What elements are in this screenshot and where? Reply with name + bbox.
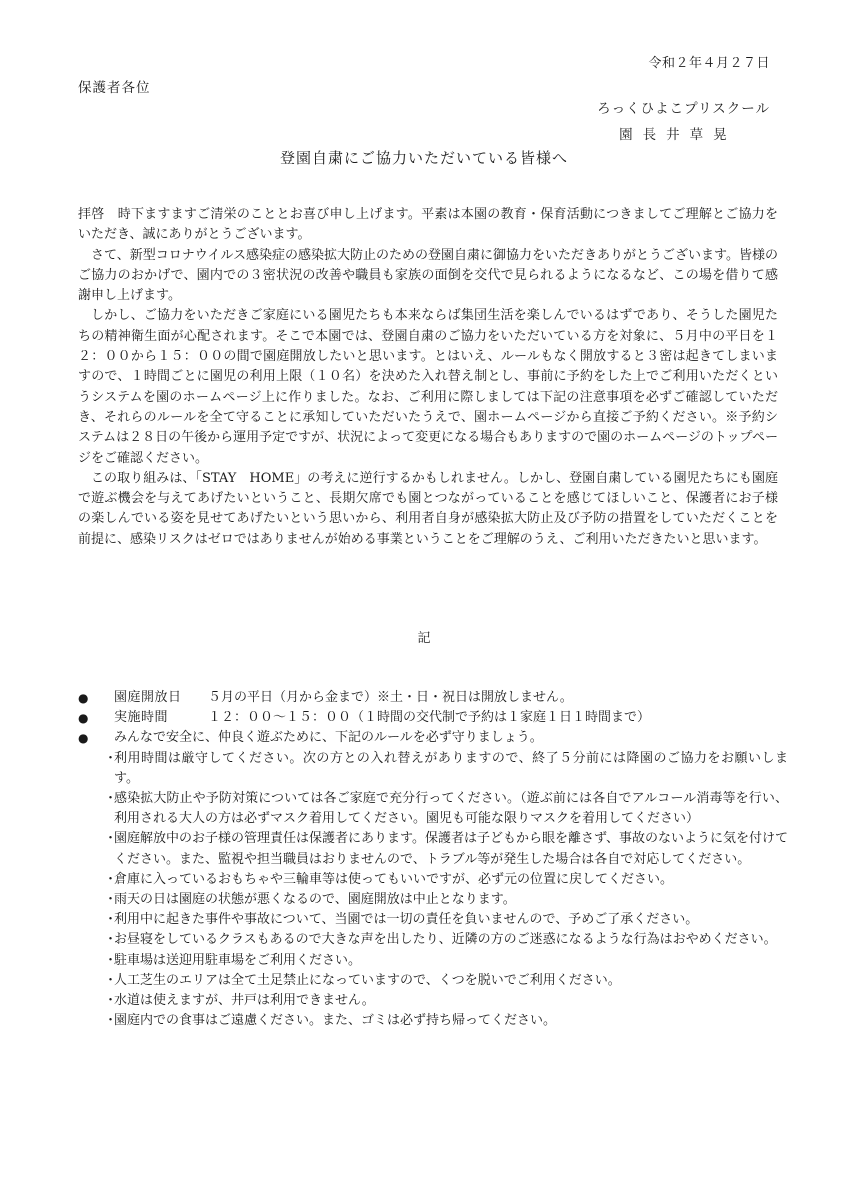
- sender-block: [597, 96, 770, 148]
- detail-open-days: [78, 688, 788, 708]
- rule-text: 利用中に起きた事件や事故について、当園では一切の責任を負いませんので、予めご了承ください。: [114, 912, 699, 928]
- principal-name: 園長井草晃: [619, 127, 737, 143]
- rule-marker: ・: [104, 932, 118, 948]
- paragraph-purpose: この取り組みは、「STAY HOME」の考えに逆行するかもしれません。しかし、登園自粛している園児たちにも園庭で遊ぶ機会を与えてあげたいということ、長期欠席でも園とつながっていることを感じてほしいこと、保護者にお子様の楽しんでいる姿を見せてあげたいという思いから、利用者自身が感染拡大防止及び予防の措置をしていただくことを前提に、感染リスクはゼロではありませんが始める事業ということをご理解のうえ、ご利用いただきたいと思います。: [78, 470, 778, 547]
- document-date: 令和２年４月２７日: [648, 56, 770, 71]
- rule-item: [104, 910, 788, 930]
- letter-body: [78, 205, 778, 550]
- detail-label: 園庭開放日: [114, 690, 182, 705]
- detail-text: みんなで安全に、仲良く遊ぶために、下記のルールを必ず守りましょう。: [114, 730, 543, 746]
- rule-marker: ・: [104, 750, 118, 766]
- rules-list: [78, 749, 788, 1032]
- rule-text: 園庭内での食事はご遠慮ください。また、ゴミは必ず持ち帰ってください。: [114, 1013, 557, 1029]
- rule-item: [104, 991, 788, 1011]
- rule-item: [104, 870, 788, 890]
- rule-text: 感染拡大防止や予防対策については各ご家庭で充分行ってください。（遊ぶ前には各自でアルコール消毒等を行い、利用される大人の方は必ずマスク着用してください。園児も可能な限りマスクを着用してください）: [114, 791, 788, 827]
- rule-item: [104, 930, 788, 950]
- rule-marker: ・: [104, 972, 118, 988]
- rule-text: 雨天の日は園庭の状態が悪くなるので、園庭開放は中止となります。: [114, 892, 516, 908]
- rule-text: 園庭解放中のお子様の管理責任は保護者にあります。保護者は子どもから眼を離さず、事故のないように気を付けてください。また、監視や担当職員はおりませんので、トラブル等が発生した場合は各自で対応してください。: [114, 831, 788, 867]
- rule-marker: ・: [104, 993, 118, 1009]
- rule-marker: ・: [104, 912, 118, 928]
- detail-label: 実施時間: [114, 710, 169, 726]
- rule-item: [104, 971, 788, 991]
- rule-text: 人工芝生のエリアは全て土足禁止になっていますので、くつを脱いでご利用ください。: [114, 972, 621, 988]
- rule-item: [104, 951, 788, 971]
- rule-text: 倉庫に入っているおもちゃや三輪車等は使ってもいいですが、必ず元の位置に戻してください。: [114, 871, 674, 887]
- detail-rules-intro: [78, 728, 788, 748]
- rule-text: お昼寝をしているクラスもあるので大きな声を出したり、近隣の方のご迷惑になるような行為はおやめください。: [114, 932, 777, 948]
- rule-marker: ・: [104, 892, 118, 908]
- details-list: [78, 688, 788, 1031]
- recipient: 保護者各位: [78, 80, 151, 96]
- detail-hours: [78, 708, 788, 728]
- rule-marker: ・: [104, 1013, 118, 1029]
- document-title: 登園自粛にご協力いただいている皆様へ: [279, 149, 568, 167]
- bullet-icon: ●: [78, 691, 89, 705]
- paragraph-plan: しかし、ご協力をいただきご家庭にいる園児たちも本来ならば集団生活を楽しんでいるはずであり、そうした園児たちの精神衛生面が心配されます。そこで本園では、登園自粛のご協力をいただいている方を対象に、５月中の平日を１２：００から１５：００の間で園庭開放したいと思います。とはいえ、ルールもなく開放すると３密は起きてしまいますので、１時間ごとに園児の利用上限（１０名）を決めた入れ替え制とし、事前に予約をした上でご利用いただくというシステムを園のホームページ上に作りました。なお、ご利用に際しましては下記の注意事項を必ずご確認していただき、それらのルールを全て守ることに承知していただいたうえで、園ホームページから直接ご予約ください。※予約システムは２８日の午後から運用予定ですが、状況によって変更になる場合もありますので園のホームページのトップページをご確認ください。: [78, 308, 778, 466]
- bullet-icon: ●: [78, 731, 89, 746]
- paragraph-thanks: さて、新型コロナウイルス感染症の感染拡大防止のための登園自粛に御協力をいただきありがとうございます。皆様のご協力のおかげで、園内での３密状況の改善や職員も家族の面倒を交代で見られるようになるなど、この場を借りて感謝申し上げます。: [78, 247, 778, 304]
- rule-text: 利用時間は厳守してください。次の方との入れ替えがありますので、終了５分前には降園のご協力をお願いします。: [114, 750, 788, 786]
- rule-item: [104, 1011, 788, 1031]
- detail-value: ５月の平日（月から金まで）※土・日・祝日は開放しません。: [208, 690, 573, 705]
- rule-text: 駐車場は送迎用駐車場をご利用ください。: [114, 952, 362, 968]
- rule-marker: ・: [104, 871, 118, 887]
- bullet-icon: ●: [78, 711, 89, 726]
- rule-text: 水道は使えますが、井戸は利用できません。: [114, 993, 375, 1009]
- school-name: ろっくひよこプリスクール: [597, 101, 770, 117]
- detail-value: １２：００～１５：００（１時間の交代制で予約は１家庭１日１時間まで）: [208, 710, 651, 726]
- rule-item: [104, 749, 788, 789]
- ki-heading: 記: [417, 631, 431, 646]
- rule-marker: ・: [104, 791, 118, 807]
- rule-item: [104, 789, 788, 829]
- rule-marker: ・: [104, 831, 118, 847]
- paragraph-greeting: 拝啓 時下ますますご清栄のこととお喜び申し上げます。平素は本園の教育・保育活動につきましてご理解とご協力をいただき、誠にありがとうございます。: [78, 207, 778, 243]
- rule-item: [104, 829, 788, 869]
- rule-marker: ・: [104, 952, 118, 968]
- rule-item: [104, 890, 788, 910]
